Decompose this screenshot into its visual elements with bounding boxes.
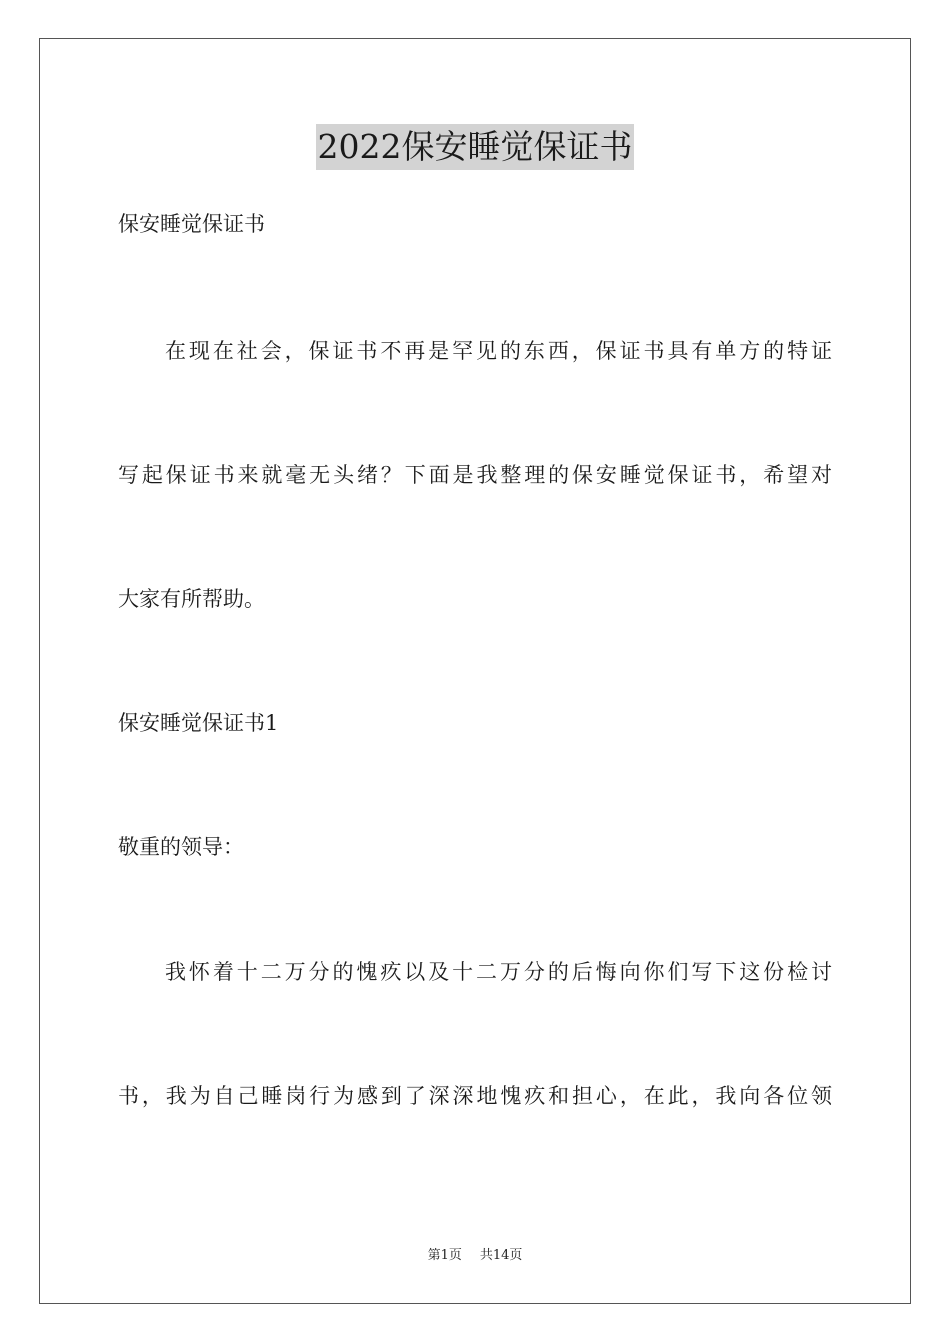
page-number-current: 第1页	[427, 1248, 462, 1263]
document-title: 2022保安睡觉保证书	[316, 124, 635, 170]
paragraph-line: 在现在社会，保证书不再是罕见的东西，保证书具有单方的特证	[165, 339, 832, 363]
paragraph-line: 我怀着十二万分的愧疚以及十二万分的后悔向你们写下这份检讨	[165, 960, 832, 984]
subtitle-line: 保安睡觉保证书	[118, 212, 265, 236]
section-heading: 保安睡觉保证书1	[118, 711, 279, 735]
paragraph-line: 书，我为自己睡岗行为感到了深深地愧疚和担心，在此，我向各位领	[118, 1084, 832, 1108]
title-container	[0, 124, 950, 170]
paragraph-line: 写起保证书来就毫无头绪？下面是我整理的保安睡觉保证书，希望对	[118, 463, 832, 487]
page-footer	[0, 1247, 950, 1265]
paragraph-line: 大家有所帮助。	[118, 587, 265, 611]
salutation-line: 敬重的领导：	[118, 835, 244, 859]
page-number-total: 共14页	[479, 1248, 523, 1263]
